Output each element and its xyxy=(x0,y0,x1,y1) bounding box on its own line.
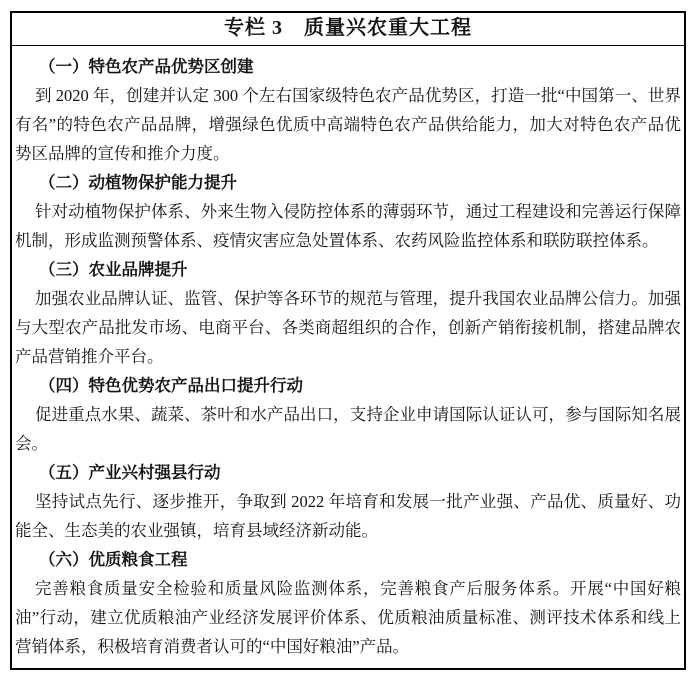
section-heading-4: （四）特色优势农产品出口提升行动 xyxy=(39,376,303,395)
section-body-6: 完善粮食质量安全检验和质量风险监测体系，完善粮食产后服务体系。开展“中国好粮油”行动，建立优质粮油产业经济发展评价体系、优质粮油质量标准、测评技术体系和线上营销体系，积极培育消费者认可的“中国好粮油”产品。 xyxy=(15,579,681,656)
section-heading-3: （三）农业品牌提升 xyxy=(39,260,188,279)
section-heading-5: （五）产业兴村强县行动 xyxy=(39,463,221,482)
section-body-5: 坚持试点先行、逐步推开，争取到 2022 年培育和发展一批产业强、产品优、质量好、功能全、生态美的农业强镇，培育县域经济新动能。 xyxy=(15,492,681,540)
section-body-1: 到 2020 年，创建并认定 300 个左右国家级特色农产品优势区，打造一批“中国第一、世界有名”的特色农产品品牌，增强绿色优质中高端特色农产品供给能力，加大对特色农产品优势区品牌的宣传和推介力度。 xyxy=(15,86,681,163)
section-heading-6: （六）优质粮食工程 xyxy=(39,550,188,569)
section-body-4: 促进重点水果、蔬菜、茶叶和水产品出口，支持企业申请国际认证认可，参与国际知名展会。 xyxy=(15,405,681,453)
section-heading-2: （二）动植物保护能力提升 xyxy=(39,173,237,192)
policy-column-box xyxy=(10,11,686,670)
section-heading-1: （一）特色农产品优势区创建 xyxy=(39,57,254,76)
box-title: 专栏 3 质量兴农重大工程 xyxy=(12,13,684,46)
box-content xyxy=(12,46,684,661)
section-body-2: 针对动植物保护体系、外来生物入侵防控体系的薄弱环节，通过工程建设和完善运行保障机制，形成监测预警体系、疫情灾害应急处置体系、农药风险监控体系和联防联控体系。 xyxy=(15,202,681,250)
section-body-3: 加强农业品牌认证、监管、保护等各环节的规范与管理，提升我国农业品牌公信力。加强与大型农产品批发市场、电商平台、各类商超组织的合作，创新产销衔接机制，搭建品牌农产品营销推介平台。 xyxy=(15,289,681,366)
